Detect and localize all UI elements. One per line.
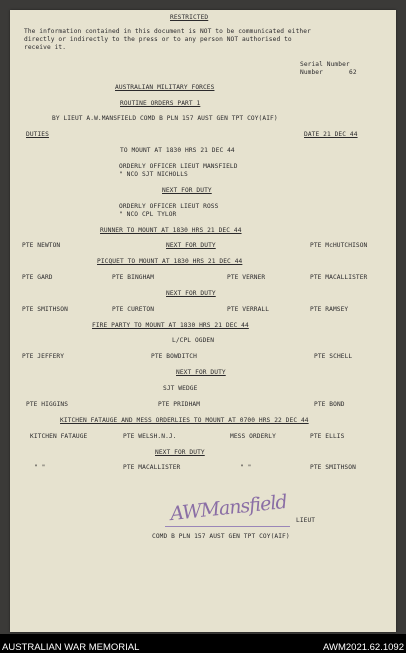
signature-line	[165, 526, 290, 527]
name-pte-bingham: PTE BINGHAM	[112, 274, 155, 281]
signature-command: COMD B PLN 157 AUST GEN TPT COY(AIF)	[152, 533, 290, 540]
notice-line-1: The information contained in this document is NOT to be communicated either	[24, 28, 311, 35]
footer-accession: AWM2021.62.1092	[323, 642, 404, 653]
name-pte-ellis: PTE ELLIS	[310, 433, 345, 440]
number-label: Number	[300, 69, 323, 76]
name-pte-smithson: PTE SMITHSON	[22, 306, 68, 313]
doc-title: ROUTINE ORDERS PART 1	[120, 100, 201, 107]
name-pte-schell: PTE SCHELL	[314, 353, 353, 360]
name-pte-welsh: PTE WELSH.N.J.	[123, 433, 177, 440]
name-pte-verner: PTE VERNER	[227, 274, 266, 281]
next-for-duty-2: NEXT FOR DUTY	[166, 242, 216, 249]
kitchen-fatauge-label: KITCHEN FATAUGE	[30, 433, 88, 440]
name-pte-ramsey: PTE RAMSEY	[310, 306, 349, 313]
name-pte-bowditch: PTE BOWDITCH	[151, 353, 197, 360]
name-sjt-wedge: SJT WEDGE	[163, 385, 198, 392]
name-lcpl-ogden: L/CPL OGDEN	[172, 337, 215, 344]
orderly-officer-1: ORDERLY OFFICER LIEUT MANSFIELD	[119, 163, 238, 170]
name-pte-verrall: PTE VERRALL	[227, 306, 270, 313]
name-pte-bond: PTE BOND	[314, 401, 345, 408]
next-for-duty-5: NEXT FOR DUTY	[155, 449, 205, 456]
kitchen-line: KITCHEN FATAUGE AND MESS ORDERLIES TO MOUNT AT 0700 HRS 22 DEC 44	[60, 417, 309, 424]
handwritten-signature: AWMansfield	[169, 490, 288, 526]
footer-credit: AUSTRALIAN WAR MEMORIAL	[2, 642, 140, 653]
mount-line: TO MOUNT AT 1830 HRS 21 DEC 44	[120, 147, 235, 154]
orderly-officer-2: ORDERLY OFFICER LIEUT ROSS	[119, 203, 219, 210]
notice-line-3: receive it.	[24, 44, 67, 51]
next-for-duty-1: NEXT FOR DUTY	[162, 187, 212, 194]
by-line: BY LIEUT A.W.MANSFIELD COMD B PLN 157 AUST GEN TPT COY(AIF)	[52, 115, 278, 122]
name-pte-macallister: PTE MACALLISTER	[310, 274, 368, 281]
name-pte-cureton: PTE CURETON	[112, 306, 155, 313]
name-pte-gard: PTE GARD	[22, 274, 53, 281]
name-pte-jeffery: PTE JEFFERY	[22, 353, 65, 360]
name-pte-higgins: PTE HIGGINS	[26, 401, 69, 408]
order-date: DATE 21 DEC 44	[304, 131, 358, 138]
ditto-marks-2: " "	[240, 464, 252, 471]
mess-orderly-label: MESS ORDERLY	[230, 433, 276, 440]
name-pte-macallister-2: PTE MACALLISTER	[123, 464, 181, 471]
next-for-duty-4: NEXT FOR DUTY	[176, 369, 226, 376]
next-for-duty-3: NEXT FOR DUTY	[166, 290, 216, 297]
name-pte-smithson-2: PTE SMITHSON	[310, 464, 356, 471]
serial-number-label: Serial Number	[300, 61, 350, 68]
orderly-nco-1: " NCO SJT NICHOLLS	[119, 171, 188, 178]
notice-line-2: directly or indirectly to the press or to any person NOT authorised to	[24, 36, 292, 43]
duties-heading: DUTIES	[26, 131, 49, 138]
fire-party-line: FIRE PARTY TO MOUNT AT 1830 HRS 21 DEC 44	[92, 322, 249, 329]
picquet-line: PICQUET TO MOUNT AT 1830 HRS 21 DEC 44	[97, 258, 243, 265]
number-value: 62	[349, 69, 357, 76]
orderly-nco-2: " NCO CPL TYLOR	[119, 211, 177, 218]
ditto-marks-1: " "	[34, 464, 46, 471]
name-pte-pridham: PTE PRIDHAM	[158, 401, 201, 408]
name-pte-newton: PTE NEWTON	[22, 242, 61, 249]
classification-heading: RESTRICTED	[170, 14, 209, 21]
signature-rank: LIEUT	[296, 517, 316, 524]
org-title: AUSTRALIAN MILITARY FORCES	[115, 84, 215, 91]
name-pte-mchutchison: PTE McHUTCHISON	[310, 242, 368, 249]
runner-line: RUNNER TO MOUNT AT 1830 HRS 21 DEC 44	[100, 227, 242, 234]
